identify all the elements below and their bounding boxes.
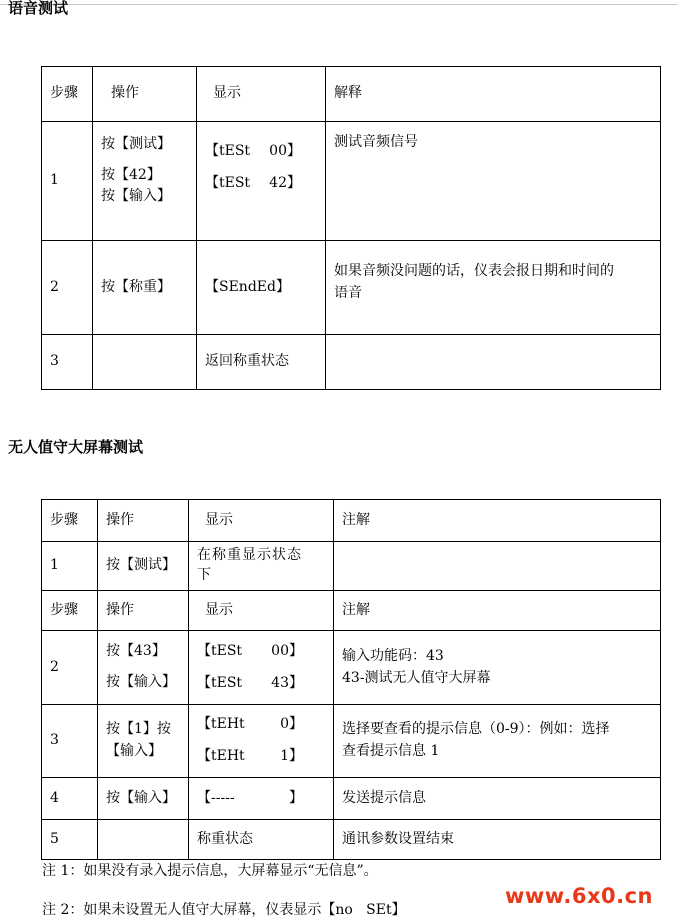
- display-code: 【tEHt: [197, 716, 245, 733]
- table-row: [42, 122, 661, 241]
- explanation-line: 语音: [334, 284, 362, 301]
- table-header-row: [42, 500, 661, 542]
- table-header-row: [42, 67, 661, 122]
- row-step: 3: [42, 335, 93, 390]
- table-header-row: [42, 591, 661, 631]
- table-row: [42, 241, 661, 335]
- header-step: 步骤: [42, 67, 93, 122]
- display-line: [197, 788, 303, 810]
- row-display: [189, 542, 334, 591]
- row-operation: [93, 122, 197, 241]
- section-title-screen-test: 无人值守大屏幕测试: [8, 438, 144, 456]
- header-note: 注解: [334, 591, 661, 631]
- display-value: 0】: [280, 716, 303, 733]
- table-row: [42, 335, 661, 390]
- row-step: 5: [42, 820, 98, 860]
- op-line: 按【输入】: [106, 674, 176, 690]
- row-operation: [98, 820, 189, 860]
- op-line: 按【输入】: [101, 188, 171, 205]
- header-operation: 操作: [93, 67, 197, 122]
- display-value: 1】: [280, 748, 303, 764]
- display-value: 00】: [269, 143, 301, 159]
- display-line: [205, 173, 301, 195]
- row-operation: [93, 335, 197, 390]
- row-step: 3: [42, 705, 98, 778]
- row-display: [189, 631, 334, 705]
- row-operation: [98, 705, 189, 778]
- footnote-2: 注 2：如果未设置无人值守大屏幕，仪表显示【no SEt】: [42, 902, 406, 918]
- row-operation: 按【称重】: [93, 241, 197, 335]
- op-line: 按【42】: [101, 166, 161, 183]
- note-line: 选择要查看的提示信息（0-9）：例如：选择: [342, 721, 610, 738]
- row-step: 1: [42, 122, 93, 241]
- display-line: [197, 746, 303, 768]
- table-row: [42, 705, 661, 778]
- row-note: [334, 631, 661, 705]
- row-display: 返回称重状态: [197, 335, 326, 390]
- display-code: 【-----: [197, 789, 235, 806]
- row-explanation: 测试音频信号: [326, 122, 661, 241]
- table-row: [42, 778, 661, 820]
- op-line: 按【测试】: [101, 136, 171, 152]
- row-operation: 按【输入】: [98, 778, 189, 820]
- header-display: 显示: [197, 67, 326, 122]
- screen-test-table: [41, 499, 661, 860]
- display-value: 43】: [271, 674, 303, 691]
- row-step: 1: [42, 542, 98, 591]
- row-display: [189, 778, 334, 820]
- row-note: [334, 705, 661, 778]
- row-explanation: [326, 241, 661, 335]
- row-operation: 按【测试】: [98, 542, 189, 591]
- display-code: 【tESt: [197, 642, 243, 659]
- header-display: 显示: [189, 591, 334, 631]
- note-line: 查看提示信息 1: [342, 743, 440, 759]
- display-code: 【tEHt: [197, 748, 245, 764]
- row-explanation: [326, 335, 661, 390]
- display-value: 00】: [271, 642, 303, 659]
- header-operation: 操作: [98, 500, 189, 542]
- table-row: [42, 631, 661, 705]
- display-line: 下: [197, 567, 212, 583]
- header-display: 显示: [189, 500, 334, 542]
- display-line: 在称重显示状态: [197, 547, 302, 564]
- row-step: 4: [42, 778, 98, 820]
- top-border: [0, 0, 678, 5]
- display-line: [197, 714, 303, 736]
- row-step: 2: [42, 631, 98, 705]
- display-code: 【tESt: [205, 174, 251, 191]
- note-line: 输入功能码：43: [342, 647, 444, 664]
- op-line: 【输入】: [106, 743, 162, 759]
- row-note: [334, 542, 661, 591]
- voice-test-table: [41, 66, 661, 390]
- watermark-logo: www.6x0.cn: [505, 884, 653, 908]
- header-note: 注解: [334, 500, 661, 542]
- op-line: 按【43】: [106, 643, 166, 660]
- note-line: 43-测试无人值守大屏幕: [342, 669, 491, 686]
- row-display: 【SEndEd】: [197, 241, 326, 335]
- explanation-line: 如果音频没问题的话，仪表会报日期和时间的: [334, 263, 614, 279]
- header-explanation: 解释: [326, 67, 661, 122]
- display-value: 】: [289, 789, 303, 806]
- row-note: 通讯参数设置结束: [334, 820, 661, 860]
- display-code: 【tESt: [205, 143, 251, 159]
- header-step: 步骤: [42, 591, 98, 631]
- row-note: 发送提示信息: [334, 778, 661, 820]
- display-value: 42】: [269, 174, 301, 191]
- op-line: 按【1】按: [106, 721, 171, 738]
- row-step: 2: [42, 241, 93, 335]
- table-row: [42, 820, 661, 860]
- display-line: [205, 141, 301, 163]
- display-code: 【tESt: [197, 674, 243, 691]
- row-display: 称重状态: [189, 820, 334, 860]
- row-operation: [98, 631, 189, 705]
- table-row: [42, 542, 661, 591]
- header-step: 步骤: [42, 500, 98, 542]
- display-line: [197, 673, 303, 695]
- header-operation: 操作: [98, 591, 189, 631]
- footnote-1: 注 1：如果没有录入提示信息，大屏幕显示“无信息”。: [42, 863, 378, 879]
- display-line: [197, 641, 303, 663]
- row-display: [189, 705, 334, 778]
- row-display: [197, 122, 326, 241]
- section-title-voice-test: 语音测试: [8, 0, 69, 17]
